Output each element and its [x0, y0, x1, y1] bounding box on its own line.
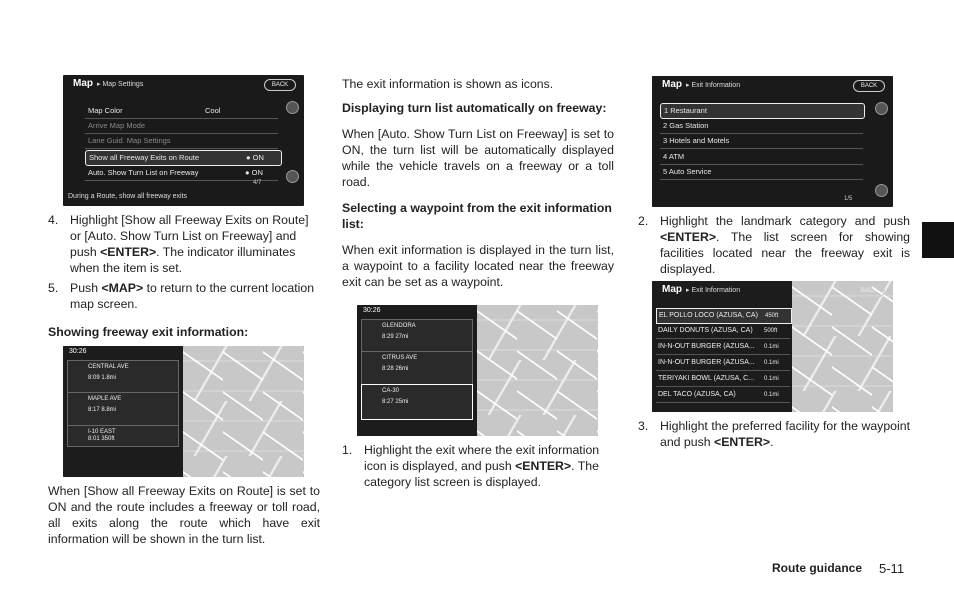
facility-row[interactable]: IN-N-OUT BURGER (AZUSA... 0.1mi [656, 356, 790, 371]
turn-list-exit-screen [357, 305, 598, 436]
step-3: 3. Highlight the preferred facility for the waypoint and push <ENTER>. [638, 419, 910, 449]
category-row-selected[interactable]: 1 Restaurant [660, 103, 865, 119]
facility-row[interactable]: IN-N-OUT BURGER (AZUSA... 0.1mi [656, 340, 790, 355]
paragraph: When [Auto. Show Turn List on Freeway] is set to ON, the turn list will be automatically displayed while the vehicle travels on a freeway or a toll road. [342, 127, 614, 189]
heading: Displaying turn list automatically on freeway: [342, 101, 607, 115]
heading: Showing freeway exit information: [48, 325, 249, 339]
column-2 [342, 76, 614, 297]
column-2-steps [342, 442, 614, 494]
paragraph: When [Show all Freeway Exits on Route] is set to ON and the route includes a freeway or toll road, all exits along the route which have exit information will be shown in the turn list. [48, 484, 320, 546]
back-button[interactable]: BACK [853, 285, 885, 297]
step-5: 5. Push <MAP> to return to the current location map screen. [48, 281, 315, 311]
heading: Selecting a waypoint from the exit information list: [342, 201, 612, 231]
screen-title: Map ▸ Exit Information [662, 284, 741, 295]
step-4: 4. Highlight [Show all Freeway Exits on Route] or [Auto. Show Turn List on Freeway] and push <ENTER>. The indicator illuminates when the item is set. [48, 213, 309, 275]
scroll-down-button[interactable] [875, 184, 888, 197]
facility-row[interactable]: TERIYAKI BOWL (AZUSA, C... 0.1mi [656, 372, 790, 387]
column-1-para [48, 483, 320, 554]
menu-row[interactable]: Lane Guid. Map Settings [85, 134, 278, 149]
page-indicator: 1/5 [844, 196, 853, 202]
turn-row[interactable]: GLENDORA 8:29 27mi [361, 319, 473, 355]
turn-row[interactable]: I-10 EAST 8:01 350ft [67, 425, 179, 447]
map-settings-screen [63, 75, 304, 206]
category-row[interactable]: 5 Auto Service [660, 165, 863, 180]
category-row[interactable]: 4 ATM [660, 150, 863, 165]
page-indicator: 4/7 [253, 180, 262, 186]
menu-row[interactable]: Map Color Cool [85, 104, 278, 119]
section-tab [922, 222, 954, 258]
paragraph: When exit information is displayed in the turn list, a waypoint to a facility located near the freeway exit can be set as a waypoint. [342, 243, 614, 289]
column-3-step3 [638, 418, 910, 454]
screen-footer: During a Route, show all freeway exits [68, 193, 188, 200]
turn-row-selected[interactable]: CA-30 8:27 25mi [361, 384, 473, 420]
category-row[interactable]: 3 Hotels and Motels [660, 134, 863, 149]
column-3-step2 [638, 213, 910, 281]
eta-time: 30:26 [363, 307, 381, 314]
menu-row-selected[interactable]: Show all Freeway Exits on Route ● ON [85, 150, 282, 166]
footer-section: Route guidance [772, 561, 863, 575]
scroll-up-button[interactable] [286, 101, 299, 114]
turn-row[interactable]: CITRUS AVE 8:28 26mi [361, 351, 473, 387]
turn-row[interactable]: CENTRAL AVE 8:09 1.8mi [67, 360, 179, 396]
step-2: 2. Highlight the landmark category and push <ENTER>. The list screen for showing facilities located near the freeway exit is displayed. [638, 214, 910, 276]
screen-title: Map ▸ Map Settings [73, 78, 144, 89]
step-1: 1. Highlight the exit where the exit information icon is displayed, and push <ENTER>. The category list screen is displayed. [342, 443, 600, 489]
exit-information-screen [652, 76, 893, 207]
facility-list-screen [652, 281, 893, 412]
screen-title: Map ▸ Exit Information [662, 79, 741, 90]
back-button[interactable]: BACK [264, 79, 296, 91]
page-number: 5-11 [879, 561, 905, 576]
turn-list-screen [63, 346, 304, 477]
scroll-up-button[interactable] [875, 102, 888, 115]
scroll-down-button[interactable] [286, 170, 299, 183]
facility-row[interactable]: DAILY DONUTS (AZUSA, CA) 500ft [656, 324, 790, 339]
eta-time: 30:26 [69, 348, 87, 355]
back-button[interactable]: BACK [853, 80, 885, 92]
column-1 [48, 212, 320, 347]
menu-row[interactable]: Arrive Map Mode [85, 119, 278, 134]
category-row[interactable]: 2 Gas Station [660, 119, 863, 134]
facility-row-selected[interactable]: EL POLLO LOCO (AZUSA, CA) 450ft [656, 308, 792, 324]
menu-row[interactable]: Auto. Show Turn List on Freeway ● ON [85, 166, 278, 181]
facility-row[interactable]: DEL TACO (AZUSA, CA) 0.1mi [656, 388, 790, 403]
turn-row[interactable]: MAPLE AVE 8:17 8.8mi [67, 392, 179, 428]
paragraph: The exit information is shown as icons. [342, 77, 554, 91]
